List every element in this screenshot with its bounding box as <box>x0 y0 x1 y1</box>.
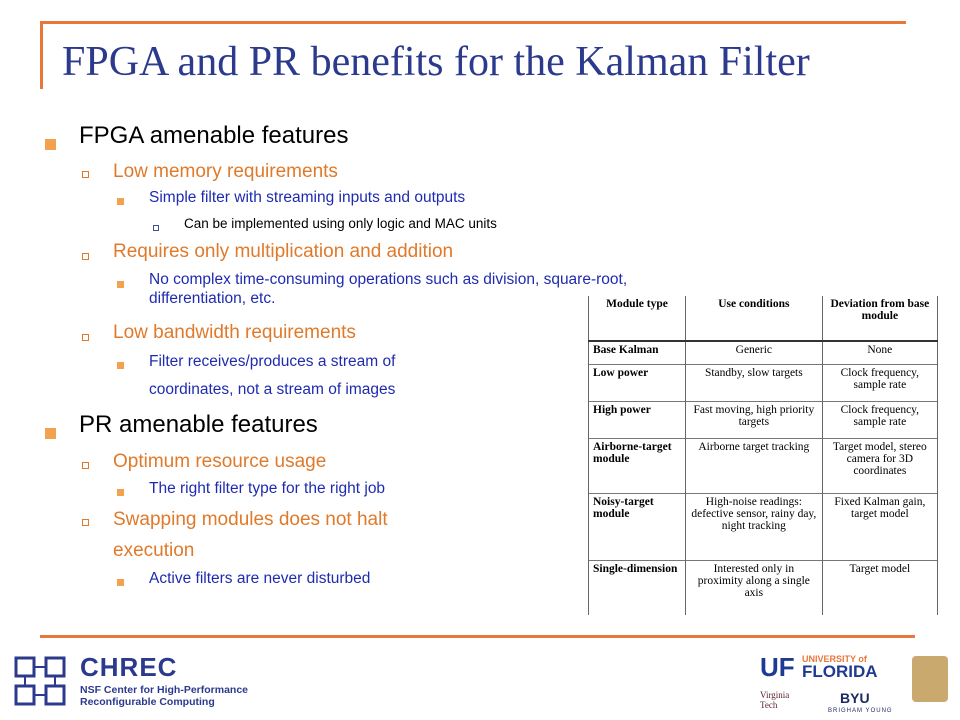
bullet-square-icon <box>117 362 124 369</box>
chrec-name: CHREC <box>80 652 178 682</box>
table-header-cell: Use conditions <box>686 296 823 341</box>
table-cell: Target model <box>822 561 937 616</box>
table-cell: Interested only in proximity along a single axis <box>686 561 823 616</box>
vt-line: Virginia <box>760 690 790 700</box>
chrec-chip-icon <box>10 652 74 710</box>
bullet-level2: Low memory requirements <box>113 161 338 182</box>
bullet-level2: Low bandwidth requirements <box>113 322 356 343</box>
table-row <box>589 341 938 365</box>
table-header-cell: Module type <box>589 296 686 341</box>
chrec-logo <box>10 652 249 712</box>
bullet-level3: The right filter type for the right job <box>149 480 386 497</box>
bullet-square-icon <box>117 579 124 586</box>
table-header-cell: Deviation from base module <box>822 296 937 341</box>
bullet-square-icon <box>45 428 56 439</box>
footer-rule <box>40 635 915 638</box>
bullet-hollow-square-icon <box>82 171 89 178</box>
bullet-level3-continued: differentiation, etc. <box>149 290 276 307</box>
bullet-level3-continued: coordinates, not a stream of images <box>149 381 396 398</box>
table-cell: Noisy-target module <box>589 494 686 561</box>
table-cell: Standby, slow targets <box>686 365 823 402</box>
slide-title: FPGA and PR benefits for the Kalman Filter <box>62 39 810 85</box>
bullet-level3: Simple filter with streaming inputs and outputs <box>149 189 466 206</box>
table-cell: High-noise readings: defective sensor, rainy day, night tracking <box>686 494 823 561</box>
table-row <box>589 439 938 494</box>
uf-logo-mark: UF <box>760 652 795 682</box>
bullet-level2-continued: execution <box>113 540 195 561</box>
bullet-hollow-square-icon <box>82 462 89 469</box>
table-cell: Fixed Kalman gain, target model <box>822 494 937 561</box>
bullet-level1: FPGA amenable features <box>79 122 349 149</box>
uf-florida-text: FLORIDA <box>802 662 878 681</box>
bullet-level2: Swapping modules does not halt <box>113 509 388 530</box>
table-cell: Base Kalman <box>589 341 686 365</box>
bullet-level2: Optimum resource usage <box>113 451 327 472</box>
bullet-square-icon <box>117 198 124 205</box>
table-cell: High power <box>589 402 686 439</box>
table-cell: Generic <box>686 341 823 365</box>
bullet-level3: No complex time-consuming operations such as division, square-root, <box>149 271 628 288</box>
chrec-subtitle: NSF Center for High-Performance <box>80 684 249 696</box>
bullet-level4: Can be implemented using only logic and MAC units <box>184 216 497 231</box>
byu-logo: BYU <box>840 690 870 706</box>
table-header-row <box>589 296 938 341</box>
table-cell: Airborne-target module <box>589 439 686 494</box>
module-table <box>588 296 938 615</box>
partner-logos <box>760 652 910 720</box>
bullet-level2: Requires only multiplication and addition <box>113 241 454 262</box>
table-cell: Fast moving, high priority targets <box>686 402 823 439</box>
table-row <box>589 494 938 561</box>
bullet-level1: PR amenable features <box>79 411 318 438</box>
table-cell: Clock frequency, sample rate <box>822 365 937 402</box>
table-row <box>589 402 938 439</box>
table-cell: Target model, stereo camera for 3D coordinates <box>822 439 937 494</box>
vt-line: Tech <box>760 700 778 710</box>
bullet-square-icon <box>117 281 124 288</box>
table-row <box>589 365 938 402</box>
chrec-subtitle: Reconfigurable Computing <box>80 696 215 708</box>
table-cell: Low power <box>589 365 686 402</box>
table-cell: Airborne target tracking <box>686 439 823 494</box>
uf-university-text: UNIVERSITY of <box>802 654 867 664</box>
bullet-square-icon <box>117 489 124 496</box>
gwu-seal-icon <box>912 656 948 702</box>
table-cell: None <box>822 341 937 365</box>
bullet-hollow-square-icon <box>82 519 89 526</box>
vt-logo <box>760 690 789 710</box>
bullet-hollow-square-icon <box>153 225 159 231</box>
table-cell: Clock frequency, sample rate <box>822 402 937 439</box>
bullet-level3: Filter receives/produces a stream of <box>149 353 396 370</box>
table-row <box>589 561 938 616</box>
table-cell: Single-dimension <box>589 561 686 616</box>
bullet-hollow-square-icon <box>82 253 89 260</box>
bullet-square-icon <box>45 139 56 150</box>
bullet-hollow-square-icon <box>82 334 89 341</box>
byu-subtitle: BRIGHAM YOUNG <box>828 708 893 714</box>
bullet-level3: Active filters are never disturbed <box>149 570 371 587</box>
